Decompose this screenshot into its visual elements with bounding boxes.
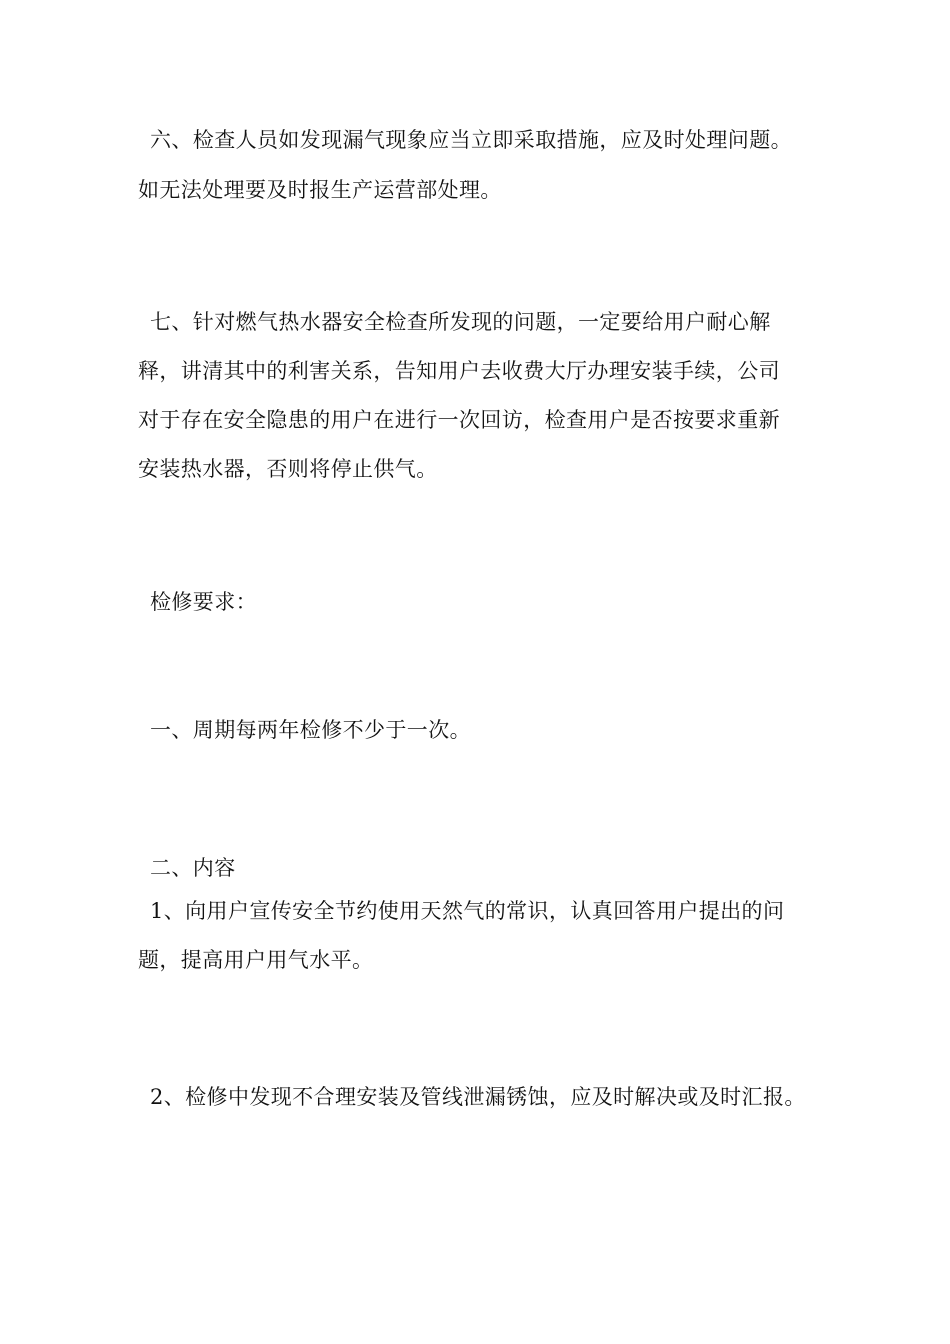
paragraph-7-line-1: 七、针对燃气热水器安全检查所发现的问题，一定要给用户耐心解	[150, 310, 771, 334]
content-1-line-1: 1、向用户宣传安全节约使用天然气的常识，认真回答用户提出的问	[150, 899, 785, 923]
paragraph-7-line-4: 安装热水器，否则将停止供气。	[138, 457, 438, 481]
content-1-line-2: 题，提高用户用气水平。	[138, 948, 374, 972]
paragraph-6-line-2: 如无法处理要及时报生产运营部处理。	[138, 178, 502, 202]
item-1-cycle: 一、周期每两年检修不少于一次。	[150, 718, 471, 742]
item-2-content-heading: 二、内容	[150, 856, 236, 880]
paragraph-7-line-3: 对于存在安全隐患的用户在进行一次回访，检查用户是否按要求重新	[138, 408, 780, 432]
paragraph-6-line-1: 六、检查人员如发现漏气现象应当立即采取措施，应及时处理问题。	[150, 128, 792, 152]
section-heading-maintenance: 检修要求：	[150, 590, 257, 614]
paragraph-7-line-2: 释，讲清其中的利害关系，告知用户去收费大厅办理安装手续，公司	[138, 359, 780, 383]
content-2-line-1: 2、检修中发现不合理安装及管线泄漏锈蚀，应及时解决或及时汇报。	[150, 1085, 806, 1109]
